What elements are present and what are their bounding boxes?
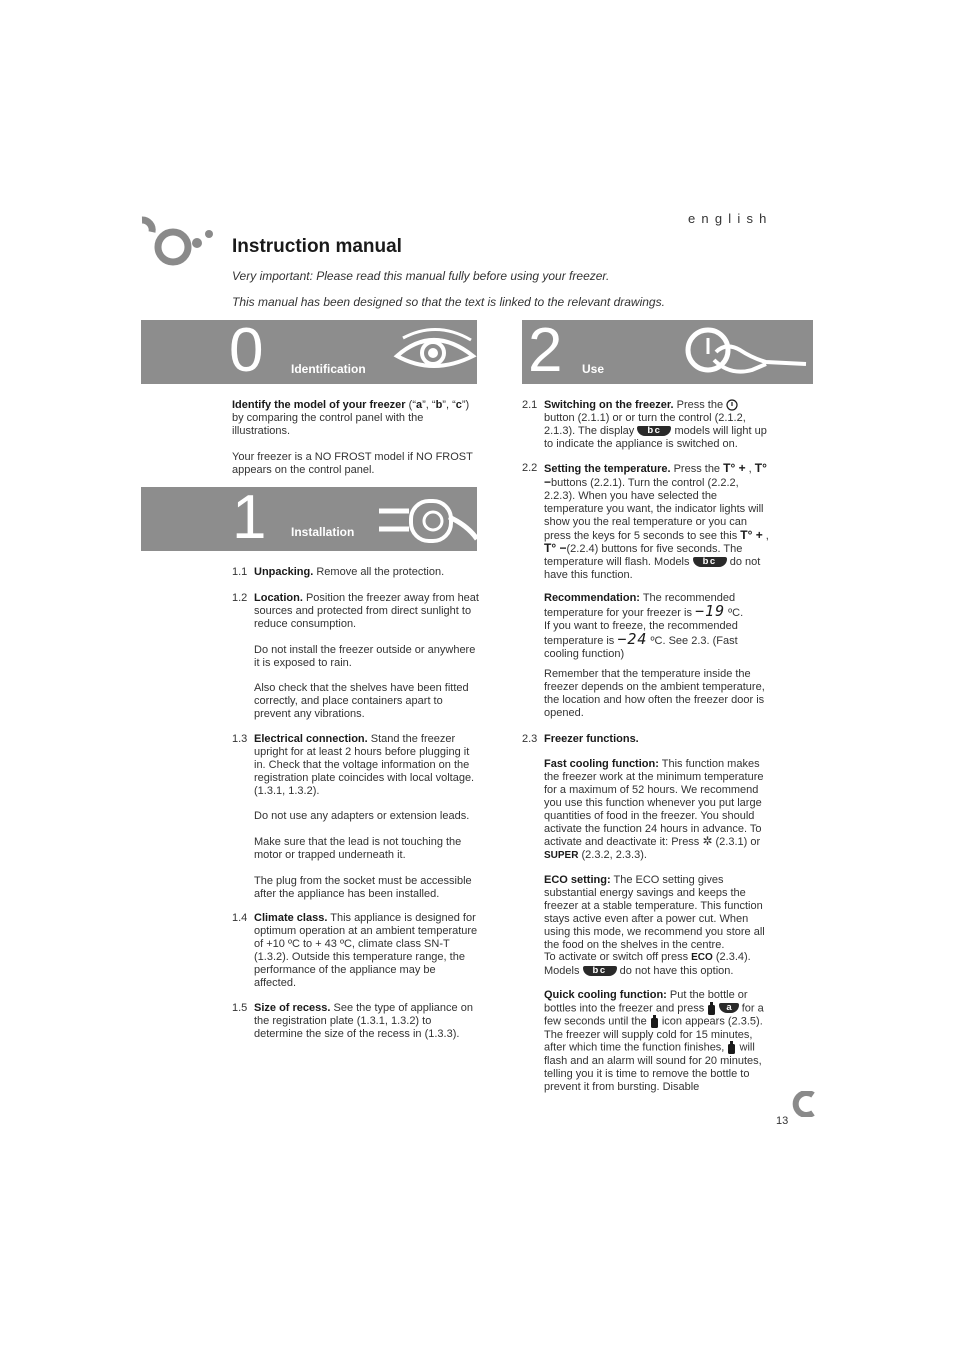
item-text: (2.3.2, 2.3.3).	[578, 849, 647, 862]
item-text: The recommended temperature for your freezer is	[544, 592, 736, 619]
item-text: button (2.1.1) or or turn the control (2.1.2, 2.1.3). The display	[544, 411, 746, 437]
item-1-5	[232, 1002, 482, 1044]
item-number: 1.4	[232, 912, 248, 924]
section-label: Use	[582, 362, 605, 376]
item-text: This function makes the freezer work at the minimum temperature for a maximum of 52 hours. We recommend you use this function whenever you put large quantities of food in the freezer. You should activate the function 24 hours in advance. To activate and deactivate it: Press	[544, 758, 764, 849]
section-label: Installation	[291, 525, 355, 539]
item-heading: Switching on the freezer.	[544, 399, 674, 411]
fast-cooling-heading: Fast cooling function:	[544, 758, 659, 770]
bottle-icon	[650, 1015, 659, 1028]
item-text: Remove all the protection.	[313, 566, 445, 578]
temp-minus-key: T° −	[544, 461, 767, 489]
item-text: (2.2.4) buttons for five seconds. The temperature will flash. Models	[544, 543, 743, 569]
quick-cooling-paragraph	[544, 989, 770, 1093]
section-number: 1	[232, 487, 267, 551]
item-text: (2.3.4).	[712, 951, 751, 964]
item-1-3	[232, 733, 482, 903]
item-heading: Freezer functions.	[544, 733, 639, 745]
item-number: 2.2	[522, 462, 538, 474]
item-text: Stand the freezer upright for at least 2 hours before plugging it in. Check that the voltage information on the registration plate coincides with local voltage. (1.3.1, 1.3.2).	[254, 733, 475, 797]
item-1-4	[232, 912, 482, 992]
item-text: Make sure that the lead is not touching the motor or trapped underneath it.	[254, 836, 462, 862]
item-heading: Unpacking.	[254, 566, 314, 578]
item-heading: Electrical connection.	[254, 733, 368, 745]
model-c: c	[455, 399, 462, 411]
section-2-header	[522, 320, 813, 384]
page-corner-mark	[791, 1091, 815, 1117]
item-text: The ECO setting gives substantial energy savings and keeps the freezer at a stable temperature. This function stays active even after a power cut. When using this mode, we recommend you store all the food on the shelves in the centre.	[544, 874, 765, 951]
language-label: english	[688, 211, 773, 226]
item-text: Models	[544, 965, 583, 978]
item-1-1	[232, 566, 482, 580]
text-fragment: ”, “	[422, 399, 436, 411]
item-text: Press the	[670, 463, 724, 475]
section-label: Identification	[291, 362, 366, 376]
item-text: The plug from the socket must be accessible after the appliance has been installed.	[254, 874, 472, 900]
item-text: Do not use any adapters or extension leads.	[254, 810, 470, 823]
temp-minus-key: T° −	[544, 541, 567, 556]
eye-icon	[393, 326, 477, 378]
intro-warning: Very important: Please read this manual fully before using your freezer.	[232, 269, 610, 283]
item-text: Put the bottle or bottles into the freezer and press	[544, 989, 748, 1015]
power-icon	[726, 399, 738, 411]
identification-paragraph	[232, 399, 482, 438]
item-2-2: 2.2 Setting the temperature. Press the T° + , T° −buttons (2.2.1). Turn the control (2.2.2, 2.2.3). When you have selected the temperature you want, the indicator lights will show you the real temperature or you can press the keys for 5 seconds to see this T° + , T° −(2.2.4) buttons for five seconds. The temperature will flash. Models bc do not have this function.	[522, 461, 769, 582]
brand-logo	[138, 212, 218, 272]
model-bc-badge: bc	[637, 426, 671, 436]
item-number: 1.1	[232, 566, 248, 578]
segment-display-value: −24	[617, 629, 648, 648]
fast-cooling-paragraph	[544, 758, 770, 863]
item-text: If you want to freeze, the recommended temperature is	[544, 619, 738, 647]
item-text: ºC. See 2.3. (Fast cooling function)	[544, 634, 738, 660]
item-2-3	[522, 733, 772, 747]
model-bc-badge: bc	[693, 557, 727, 567]
text-fragment: ”, “	[442, 399, 456, 411]
item-text: Press the	[673, 399, 727, 411]
quick-cooling-heading: Quick cooling function:	[544, 989, 667, 1001]
super-key: SUPER	[544, 850, 579, 862]
item-number: 2.1	[522, 399, 538, 411]
recommendation-heading: Recommendation:	[544, 592, 640, 604]
item-number: 1.2	[232, 592, 248, 604]
recommendation-paragraph	[544, 592, 770, 661]
item-2-1	[522, 399, 772, 455]
section-number: 2	[528, 320, 563, 384]
text-fragment: (“	[405, 399, 416, 411]
item-number: 1.3	[232, 733, 248, 745]
item-number: 1.5	[232, 1002, 248, 1014]
eco-paragraph	[544, 874, 770, 978]
section-1-header	[141, 487, 477, 551]
item-text: for a few seconds until the	[544, 1002, 764, 1028]
item-text: ºC.	[725, 606, 744, 619]
item-text: icon appears (2.3.5). The freezer will supply cold for 15 minutes, after which time the function finishes,	[544, 1015, 763, 1054]
item-text: do not have this option.	[616, 965, 734, 978]
item-text: Also check that the shelves have been fitted correctly, and place containers apart to prevent any vibrations.	[254, 682, 469, 721]
item-heading: Size of recess.	[254, 1002, 331, 1014]
identification-lead: Identify the model of your freezer	[232, 399, 406, 411]
page-number: 13	[776, 1115, 789, 1127]
segment-display-value: −19	[695, 601, 726, 620]
model-b: b	[435, 399, 443, 411]
item-number: 2.3	[522, 733, 538, 745]
item-heading: Setting the temperature.	[544, 463, 671, 475]
eco-key: ECO	[691, 952, 713, 964]
item-text: To activate or switch off press	[544, 951, 692, 964]
item-heading: Climate class.	[254, 912, 328, 924]
section-number: 0	[229, 320, 264, 384]
temp-plus-key: T° +	[740, 527, 763, 542]
bottle-icon	[707, 1002, 716, 1015]
no-frost-note: Your freezer is a NO FROST model if NO FROST appears on the control panel.	[232, 451, 473, 476]
temp-plus-key: T° +	[723, 461, 746, 475]
model-bc-badge: bc	[583, 966, 617, 976]
snowflake-icon: ✲	[702, 834, 713, 849]
section-0-header	[141, 320, 477, 384]
finger-press-icon	[682, 324, 810, 384]
item-text: Position the freezer away from heat sources and protected from direct sunlight to reduce consumption.	[254, 592, 479, 630]
remember-paragraph: Remember that the temperature inside the freezer depends on the ambient temperature, the location and how often the freezer door is opened.	[544, 668, 765, 719]
item-text: See the type of appliance on the registration plate (1.3.1, 1.3.2) to determine the size of the recess in (1.3.3).	[254, 1002, 473, 1040]
item-text: will flash and an alarm will sound for 20 minutes, telling you it is time to remove the bottle to prevent it from bursting. Disable	[544, 1041, 762, 1093]
item-text: do not have this function.	[544, 556, 761, 582]
item-text: This appliance is designed for optimum operation at an ambient temperature of +10 ºC to + 43 ºC, climate class SN-T (1.3.2). Outside this temperature range, the performance of the appliance may be affected.	[254, 912, 478, 989]
item-heading: Location.	[254, 592, 303, 604]
eco-heading: ECO setting:	[544, 874, 611, 886]
item-1-2	[232, 592, 482, 722]
item-text: Do not install the freezer outside or anywhere it is exposed to rain.	[254, 643, 476, 669]
text-fragment: ”) by comparing the control panel with the illustrations.	[232, 399, 470, 437]
item-text: buttons (2.2.1). Turn the control (2.2.2, 2.2.3). When you have selected the temperature you want, the indicator lights will show you the real temperature or you can press the keys for 5 seconds to see this	[544, 476, 764, 542]
intro-note: This manual has been designed so that the text is linked to the relevant drawings.	[232, 295, 665, 309]
model-a: a	[415, 399, 423, 411]
plug-icon	[375, 495, 477, 549]
item-text: models will light up to indicate the appliance is switched on.	[544, 424, 767, 450]
model-a-badge: a	[719, 1003, 738, 1013]
page-title: Instruction manual	[232, 236, 402, 257]
item-text: (2.3.1) or	[712, 836, 761, 849]
